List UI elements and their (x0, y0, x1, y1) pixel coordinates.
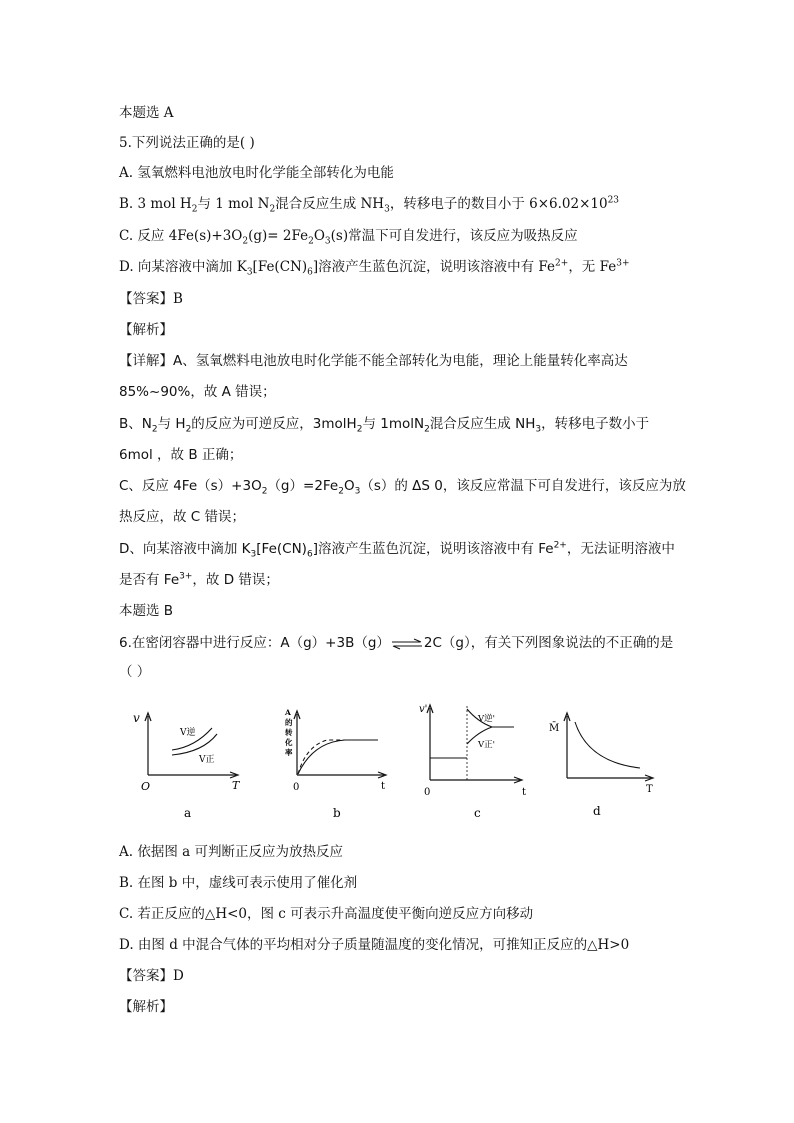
figure-d-curve (575, 722, 640, 768)
figure-d-y-label: M̄ (549, 723, 560, 734)
figure-c-y-arrow-icon (427, 705, 433, 713)
question-6-bracket: （ ） (119, 664, 151, 680)
line-answer-b: 本题选 B (119, 603, 174, 619)
figure-a (133, 711, 241, 820)
figure-c-curve-reverse (467, 709, 514, 727)
figure-d-x-label: T (646, 784, 653, 795)
figure-a-origin: O (141, 780, 151, 793)
figure-c-label-vreverse: V逆' (478, 714, 495, 724)
figure-a-x-arrow-icon (230, 772, 238, 778)
figure-a-y-arrow-icon (145, 713, 151, 721)
figure-a-y-label: v (133, 711, 140, 725)
figure-d-caption: d (593, 804, 601, 818)
q5-explain-c-cont: 热反应，故 C 错误； (119, 509, 246, 525)
figure-b-y-label-5: 率 (285, 748, 293, 757)
figure-b-origin: 0 (293, 782, 300, 793)
q5-option-c: C. 反应 $4Fe(s)+3O_2(g)= 2Fe_2O_3(s)$常温下可自发进行，该反应为吸热反应 (119, 228, 578, 247)
figure-a-caption: a (184, 806, 192, 820)
figure-c-x-arrow-icon (514, 777, 522, 783)
figure-b-y-label-1: A (285, 708, 291, 717)
figure-b-y-label-2: 的 (285, 718, 293, 727)
figure-a-x-label: T (232, 779, 240, 792)
figure-a-curve-forward (172, 734, 217, 755)
figure-b-y-label-4: 化 (285, 738, 293, 747)
figure-c-curve-forward (467, 727, 492, 744)
figure-a-label-vreverse: V逆 (180, 728, 196, 738)
q6-option-a: A. 依据图 a 可判断正反应为放热反应 (119, 844, 343, 860)
figure-b-y-label-3: 转 (285, 728, 293, 737)
q5-explain-a-cont: 85%~90%，故 A 错误； (119, 384, 276, 400)
q6-option-b: B. 在图 b 中，虚线可表示使用了催化剂 (119, 875, 358, 891)
q5-explain-a: 【详解】A、氢氧燃料电池放电时化学能不能全部转化为电能，理论上能量转化率高达 (119, 353, 628, 369)
figure-b-x-arrow-icon (378, 772, 386, 778)
figure-a-label-vforward: V正 (199, 755, 215, 765)
figure-c-label-vforward: V正' (478, 740, 495, 750)
q5-analysis-heading: 【解析】 (119, 322, 173, 338)
q6-answer: 【答案】D (119, 968, 184, 984)
figure-d-y-arrow-icon (564, 713, 570, 721)
q5-option-d: D. 向某溶液中滴加 $K_3[Fe(CN)_6]$溶液产生蓝色沉淀，说明该溶液中有 $Fe^{2+}$，无 $Fe^{3+}$ (119, 258, 630, 278)
figure-c-origin: 0 (424, 787, 431, 798)
figure-a-curve-reverse (172, 728, 212, 750)
figure-c (419, 704, 526, 820)
figure-b (284, 708, 386, 820)
figure-d (549, 713, 653, 818)
figure-c-caption: c (474, 806, 481, 820)
figure-d-x-arrow-icon (645, 775, 653, 781)
figure-b-caption: b (333, 806, 341, 820)
question-5-stem: 5.下列说法正确的是( ) (119, 135, 255, 151)
line-answer-a: 本题选 A (119, 105, 174, 121)
q6-option-c: C. 若正反应的△H<0，图 c 可表示升高温度使平衡向逆反应方向移动 (119, 906, 534, 922)
q5-explain-b: B、$N_2$与 $H_2$的反应为可逆反应，3molH$_2$与 1molN$_2$混合反应生成 $NH_3$，转移电子数小于 (119, 416, 650, 435)
q5-explain-b-cont: 6mol ，故 B 正确； (119, 447, 243, 463)
q6-option-d: D. 由图 d 中混合气体的平均相对分子质量随温度的变化情况，可推知正反应的△H>0 (119, 937, 630, 953)
figure-b-dashed-curve (298, 740, 345, 774)
q5-explain-c: C、反应 $4Fe(s)+3O_2(g)=2Fe_2O_3(s)$的 ΔS 0，该反应常温下可自发进行，该反应为放 (119, 478, 686, 497)
q5-option-b: B. 3 mol $H_2$与 1 mol $N_2$混合反应生成 $NH_3$，转移电子的数目小于 $6\times 6.02\times 10^{23}$ (119, 195, 620, 215)
question-6-stem: 6.在密闭容器中进行反应：A（g）+3B（g） 2C（g），有关下列图象说法的不正确的是 (119, 635, 674, 651)
figure-b-y-arrow-icon (294, 711, 300, 719)
q5-explain-d: D、向某溶液中滴加 $K_3[Fe(CN)_6]$溶液产生蓝色沉淀，说明该溶液中有 $Fe^{2+}$，无法证明溶液中 (119, 540, 675, 560)
figure-c-x-label: t (522, 787, 527, 798)
q5-explain-d-cont: 是否有 $Fe^{3+}$，故 D 错误； (119, 571, 279, 588)
equilibrium-arrow-icon (390, 637, 424, 649)
figure-c-y-label: v' (419, 704, 428, 715)
figure-b-x-label: t (381, 781, 386, 792)
q6-analysis-heading: 【解析】 (119, 999, 173, 1015)
q5-option-a: A. 氢氧燃料电池放电时化学能全部转化为电能 (119, 165, 394, 181)
q5-answer: 【答案】B (119, 291, 183, 307)
figure-b-solid-curve (298, 740, 378, 774)
